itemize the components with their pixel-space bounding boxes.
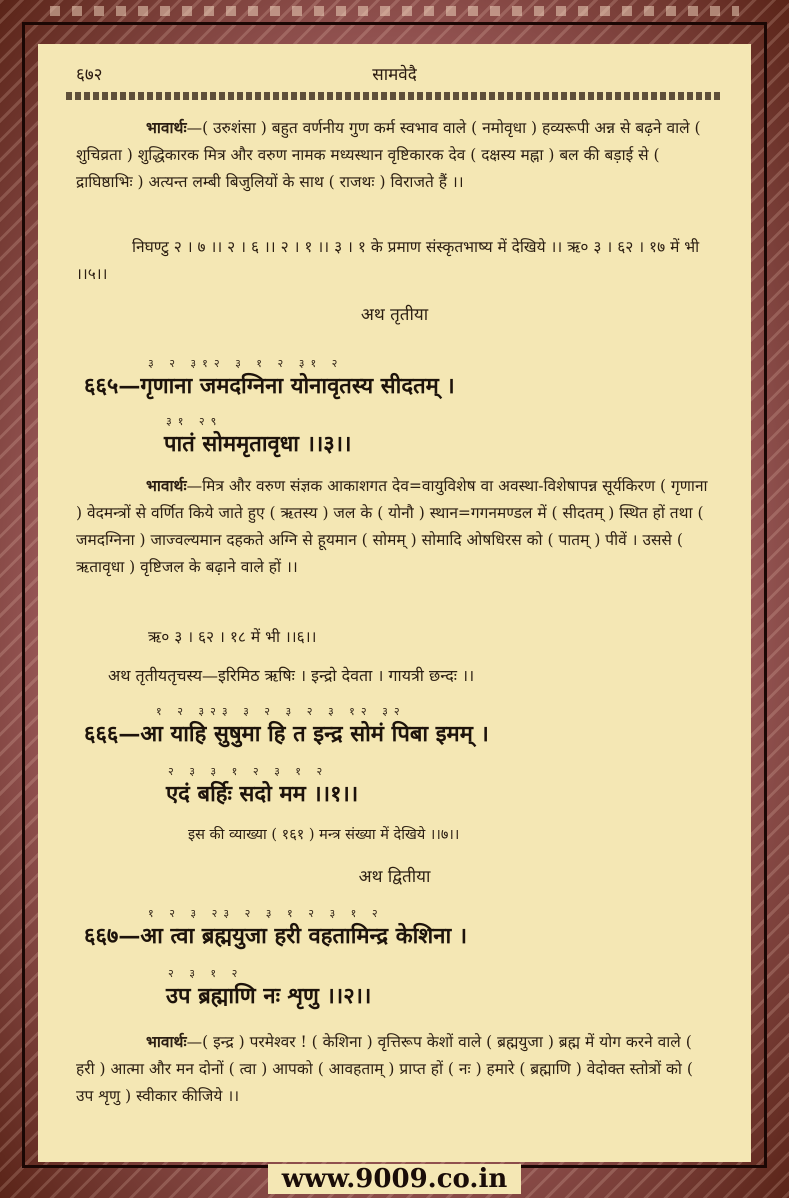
paragraph-vyakhya: इस की व्याख्या ( १६१ ) मन्त्र संख्या में देखिये ।।७।। bbox=[188, 827, 460, 843]
svara-marks: ३ २ ३१२ ३ १ २ ३१ २ bbox=[148, 357, 344, 370]
mantra-667: ६६७—आ त्वा ब्रह्मयुजा हरी वहतामिन्द्र केशिना । bbox=[84, 923, 468, 949]
mantra-666-line2: एदं बर्हिः सदो मम ।।१।। bbox=[166, 781, 359, 807]
svara-marks: ३१ २९ bbox=[166, 415, 223, 428]
footer-watermark bbox=[0, 1166, 789, 1198]
paragraph-nighantu: निघण्टु २ । ७ ।। २ । ६ ।। २ । १ ।। ३ । १ के प्रमाण संस्कृतभाष्य में देखिये ।। ऋ० ३ । ६२ । १७ में भी ।।५।। bbox=[76, 238, 700, 283]
paragraph-bhavarth-2: भावार्थः—मित्र और वरुण संज्ञक आकाशगत देव=वायुविशेष वा अवस्था-विशेषापन्न सूर्यकिरण ( गृणाना ) वेदमन्त्रों से वर्णित किये जाते हुए ( ऋतस्य ) जल के ( योनौ ) स्थान=गगनमण्डल में ( सीदतम् ) स्थित हों तथा ( जमदग्निना ) जाज्वल्यमान दहकते अग्नि से हूयमान ( सोमम् ) सोमादि ओषधिरस को ( पातम् ) पीवें । उससे ( ऋतावृधा ) वृष्टिजल के बढ़ाने वाले हों ।। bbox=[76, 476, 708, 576]
mantra-665: ६६५—गृणाना जमदग्निना योनावृतस्य सीदतम् । bbox=[84, 373, 455, 399]
heading-atha-tritiya: अथ तृतीया bbox=[360, 305, 429, 325]
svara-marks: १ २ ३ २३ २ ३ १ २ ३ १ २ bbox=[148, 907, 384, 920]
mantra-667-line2: उप ब्रह्माणि नः शृणु ।।२।। bbox=[166, 983, 372, 1009]
header-rule bbox=[66, 92, 721, 100]
paragraph-bhavarth-3: भावार्थः—( इन्द्र ) परमेश्वर ! ( केशिना ) वृत्तिरूप केशों वाले ( ब्रह्मयुजा ) ब्रह्म में योग करने वाले ( हरी ) आत्मा और मन दोनों ( त्वा ) आपको ( आवहताम् ) प्राप्त हों ( नः ) हमारे ( ब्रह्माणि ) वेदोक्त स्तोत्रों को ( उप शृणु ) स्वीकार कीजिये ।। bbox=[76, 1032, 693, 1105]
paragraph-rishi-devata: अथ तृतीयतृचस्य—इरिमिठ ऋषिः । इन्द्रो देवता । गायत्री छन्दः ।। bbox=[108, 666, 475, 685]
paragraph-bhavarth-1: भावार्थः—( उरुशंसा ) बहुत वर्णनीय गुण कर्म स्वभाव वाले ( नमोवृधा ) हव्यरूपी अन्न से बढ़ने वाले ( शुचिव्रता ) शुद्धिकारक मित्र और वरुण नामक मध्यस्थान वृष्टिकारक देव ( दक्षस्य मह्ना ) बल की बड़ाई से ( द्राघिष्ठाभिः ) अत्यन्त लम्बी बिजुलियों के साथ ( राजथः ) विराजते हैं ।। bbox=[76, 118, 701, 191]
paragraph-rigveda-ref: ऋ० ३ । ६२ । १८ में भी ।।६।। bbox=[148, 628, 317, 646]
frame-ornament bbox=[50, 6, 739, 16]
heading-atha-dvitiya: अथ द्वितीया bbox=[358, 867, 431, 887]
svara-marks: २ ३ १ २ bbox=[168, 967, 244, 980]
website-url: www.9009.co.in bbox=[268, 1164, 522, 1194]
page-number: ६७२ bbox=[76, 65, 103, 85]
mantra-666: ६६६—आ याहि सुषुमा हि त इन्द्र सोमं पिबा इमम् । bbox=[84, 721, 489, 747]
svara-marks: १ २ ३२३ ३ २ ३ २ ३ १२ ३२ bbox=[156, 705, 406, 718]
page-header bbox=[62, 62, 727, 86]
mantra-665-line2: पातं सोममृतावृधा ।।३।। bbox=[164, 431, 352, 457]
book-page bbox=[38, 44, 751, 1162]
svara-marks: २ ३ ३ १ २ ३ १ २ bbox=[168, 765, 329, 778]
page-title: सामवेदै bbox=[372, 65, 417, 85]
